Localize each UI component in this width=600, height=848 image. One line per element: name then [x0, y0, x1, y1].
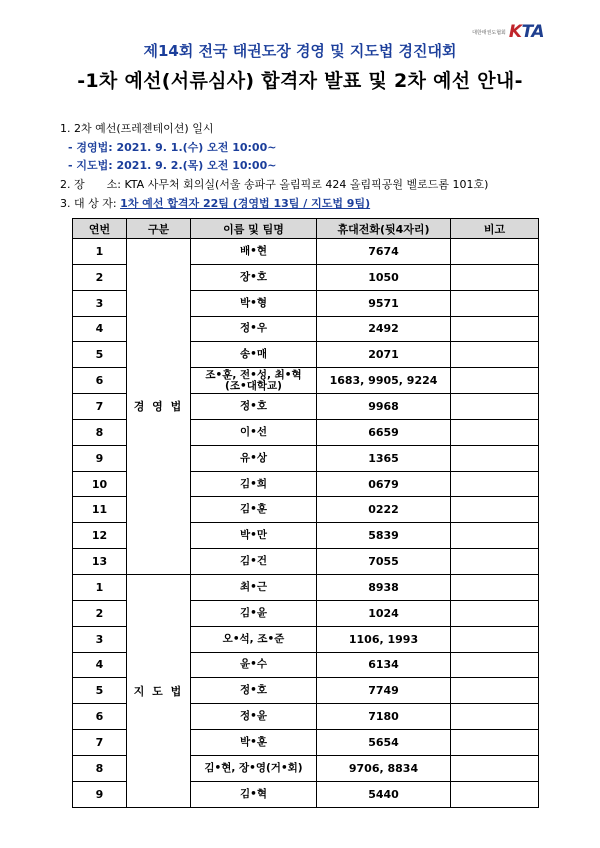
- team-name: 정•윤: [240, 710, 267, 723]
- row-number: 2: [73, 600, 127, 626]
- phone-cell: 0222: [317, 497, 451, 523]
- phone-cell: 7674: [317, 239, 451, 265]
- remarks-cell: [451, 239, 539, 265]
- row-number: 2: [73, 264, 127, 290]
- row-number: 13: [73, 549, 127, 575]
- phone-cell: 9571: [317, 290, 451, 316]
- row-number: 5: [73, 678, 127, 704]
- phone-cell: 6134: [317, 652, 451, 678]
- name-cell: [191, 600, 317, 626]
- phone-cell: 0679: [317, 471, 451, 497]
- team-name: 김•현, 장•영(거•회): [204, 761, 303, 774]
- row-number: 9: [73, 781, 127, 807]
- row-number: 4: [73, 652, 127, 678]
- row-number: 7: [73, 730, 127, 756]
- phone-cell: 7180: [317, 704, 451, 730]
- remarks-cell: [451, 730, 539, 756]
- name-cell: [191, 781, 317, 807]
- remarks-cell: [451, 600, 539, 626]
- row-number: 6: [73, 368, 127, 394]
- info-item-venue: 2. 장 소: KTA 사무처 회의실(서울 송파구 올림픽로 424 올림픽공원 벨로드롬 101호): [60, 178, 489, 191]
- team-name: 윤•수: [240, 658, 267, 671]
- info-target-label: 3. 대 상 자:: [60, 197, 121, 210]
- name-cell: [191, 523, 317, 549]
- remarks-cell: [451, 290, 539, 316]
- phone-cell: 8938: [317, 574, 451, 600]
- phone-cell: 2071: [317, 342, 451, 368]
- phone-cell: 1365: [317, 445, 451, 471]
- row-number: 10: [73, 471, 127, 497]
- category-cell: 지 도 법: [127, 574, 191, 807]
- team-name: 오•석, 조•준: [222, 632, 285, 645]
- name-cell: [191, 678, 317, 704]
- name-cell: [191, 704, 317, 730]
- team-name: 유•상: [240, 451, 267, 464]
- name-cell: [191, 755, 317, 781]
- info-item-schedule: 1. 2차 예선(프레젠테이션) 일시: [60, 122, 214, 135]
- row-number: 8: [73, 419, 127, 445]
- phone-cell: 2492: [317, 316, 451, 342]
- remarks-cell: [451, 704, 539, 730]
- column-header: 휴대전화(뒷4자리): [317, 219, 451, 239]
- name-cell: [191, 419, 317, 445]
- remarks-cell: [451, 394, 539, 420]
- remarks-cell: [451, 678, 539, 704]
- info-item-target: [60, 195, 370, 211]
- row-number: 9: [73, 445, 127, 471]
- name-cell: [191, 239, 317, 265]
- phone-cell: 6659: [317, 419, 451, 445]
- phone-cell: 7749: [317, 678, 451, 704]
- team-name: 이•선: [240, 425, 267, 438]
- phone-cell: 9706, 8834: [317, 755, 451, 781]
- team-name: 김•건: [240, 555, 267, 568]
- phone-cell: 1106, 1993: [317, 626, 451, 652]
- team-name: 정•우: [240, 322, 267, 335]
- name-cell: [191, 342, 317, 368]
- info-target-highlight: 1차 예선 합격자 22팀 (경영법 13팀 / 지도법 9팀): [120, 197, 371, 210]
- remarks-cell: [451, 781, 539, 807]
- remarks-cell: [451, 755, 539, 781]
- row-number: 6: [73, 704, 127, 730]
- qualifier-table: [72, 218, 539, 808]
- name-cell: [191, 264, 317, 290]
- name-cell: [191, 394, 317, 420]
- remarks-cell: [451, 549, 539, 575]
- name-cell: [191, 316, 317, 342]
- table-header-row: [73, 219, 539, 239]
- name-cell: [191, 290, 317, 316]
- team-name: 김•희: [240, 477, 267, 490]
- phone-cell: 1050: [317, 264, 451, 290]
- row-number: 5: [73, 342, 127, 368]
- remarks-cell: [451, 368, 539, 394]
- remarks-cell: [451, 497, 539, 523]
- phone-cell: 1024: [317, 600, 451, 626]
- info-schedule-management: - 경영법: 2021. 9. 1.(수) 오전 10:00~: [68, 141, 277, 154]
- name-cell: [191, 471, 317, 497]
- name-cell: [191, 574, 317, 600]
- team-name: 박•훈: [240, 735, 267, 748]
- name-cell: [191, 497, 317, 523]
- row-number: 12: [73, 523, 127, 549]
- name-cell: [191, 626, 317, 652]
- remarks-cell: [451, 419, 539, 445]
- category-cell: 경 영 법: [127, 239, 191, 575]
- kta-logo: [472, 22, 544, 42]
- row-number: 4: [73, 316, 127, 342]
- remarks-cell: [451, 264, 539, 290]
- column-header: 구분: [127, 219, 191, 239]
- remarks-cell: [451, 652, 539, 678]
- phone-cell: 7055: [317, 549, 451, 575]
- row-number: 3: [73, 626, 127, 652]
- team-name: 김•훈: [240, 503, 267, 516]
- remarks-cell: [451, 342, 539, 368]
- table-row: [73, 239, 539, 265]
- document-subtitle: -1차 예선(서류심사) 합격자 발표 및 2차 예선 안내-: [77, 70, 523, 92]
- name-cell: [191, 652, 317, 678]
- phone-cell: 9968: [317, 394, 451, 420]
- row-number: 1: [73, 574, 127, 600]
- column-header: 비고: [451, 219, 539, 239]
- team-name: 최•근: [240, 580, 267, 593]
- remarks-cell: [451, 445, 539, 471]
- row-number: 1: [73, 239, 127, 265]
- team-name: 정•호: [240, 399, 267, 412]
- name-cell: [191, 368, 317, 394]
- phone-cell: 5440: [317, 781, 451, 807]
- logo-org-text: 대한태권도협회: [472, 29, 506, 36]
- team-name: 박•만: [240, 529, 267, 542]
- remarks-cell: [451, 316, 539, 342]
- row-number: 11: [73, 497, 127, 523]
- column-header: 연번: [73, 219, 127, 239]
- remarks-cell: [451, 574, 539, 600]
- info-schedule-teaching: - 지도법: 2021. 9. 2.(목) 오전 10:00~: [68, 159, 277, 172]
- team-name: 조•훈, 전•성, 최•혁: [205, 368, 302, 381]
- document-title: 제14회 전국 태권도장 경영 및 지도법 경진대회: [143, 42, 457, 60]
- logo-mark-ta: TA: [521, 22, 544, 42]
- name-cell: [191, 730, 317, 756]
- row-number: 3: [73, 290, 127, 316]
- table-row: [73, 574, 539, 600]
- remarks-cell: [451, 626, 539, 652]
- team-name: 김•혁: [240, 787, 267, 800]
- name-cell: [191, 549, 317, 575]
- phone-cell: 5839: [317, 523, 451, 549]
- team-name: 장•호: [240, 270, 267, 283]
- remarks-cell: [451, 523, 539, 549]
- remarks-cell: [451, 471, 539, 497]
- logo-mark-k: K: [508, 22, 522, 42]
- team-name: 박•형: [240, 296, 267, 309]
- phone-cell: 5654: [317, 730, 451, 756]
- row-number: 8: [73, 755, 127, 781]
- table-body: [73, 239, 539, 808]
- team-name: 정•호: [240, 684, 267, 697]
- logo-mark: [509, 22, 544, 42]
- row-number: 7: [73, 394, 127, 420]
- name-cell: [191, 445, 317, 471]
- team-name: 송•매: [240, 348, 267, 361]
- column-header: 이름 및 팀명: [191, 219, 317, 239]
- phone-cell: 1683, 9905, 9224: [317, 368, 451, 394]
- team-name: 김•윤: [240, 606, 267, 619]
- team-name: 배•현: [240, 244, 267, 257]
- team-affiliation: (조•대학교): [225, 379, 282, 392]
